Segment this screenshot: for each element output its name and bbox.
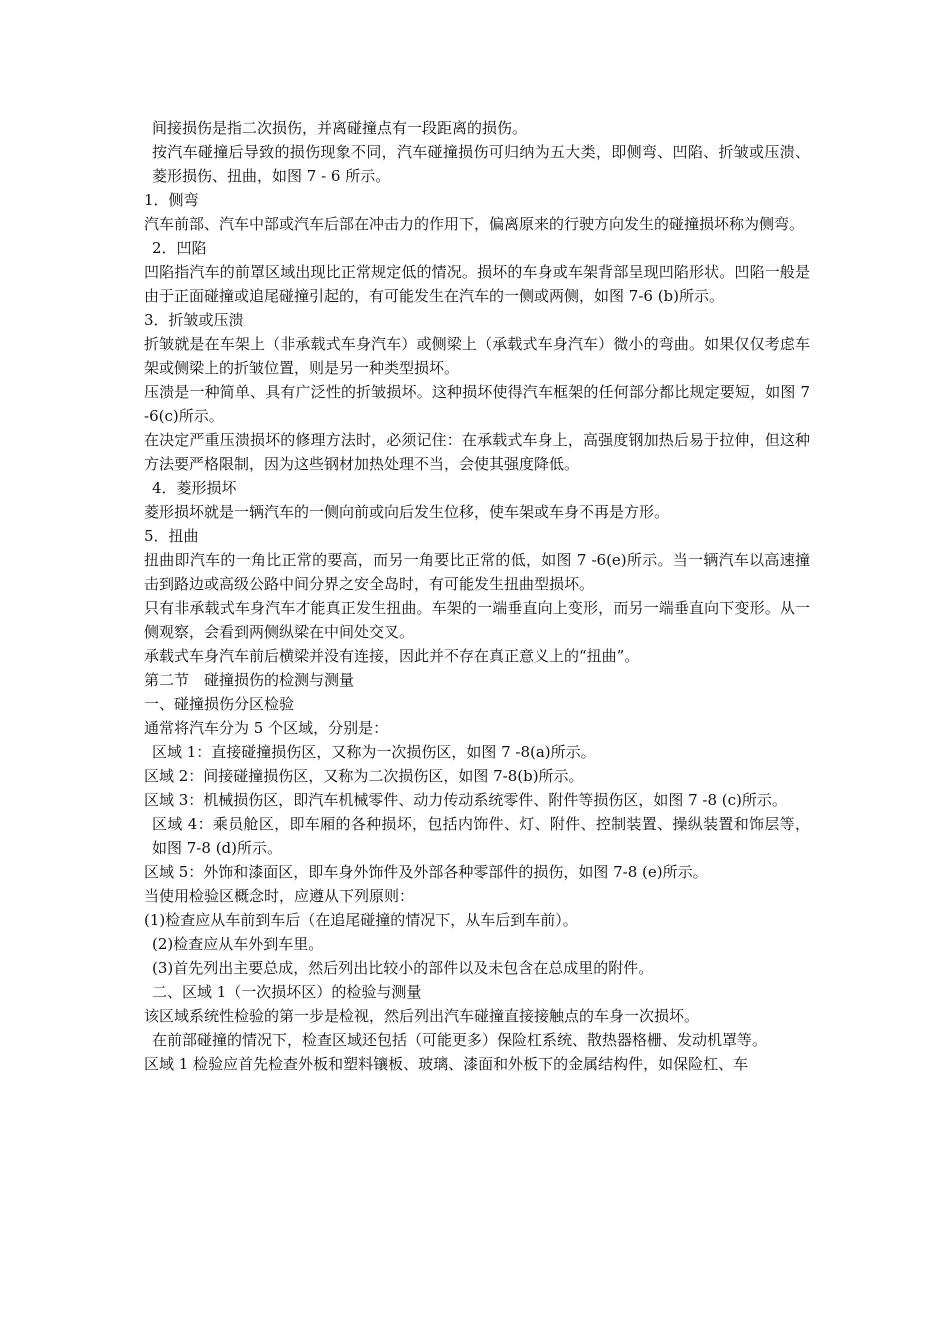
- paragraph: 按汽车碰撞后导致的损伤现象不同，汽车碰撞损伤可归纳为五大类，即侧弯、凹陷、折皱或压溃、菱形损伤、扭曲，如图 7 - 6 所示。: [152, 143, 810, 185]
- paragraph: 汽车前部、汽车中部或汽车后部在冲击力的作用下，偏离原来的行驶方向发生的碰撞损坏称为侧弯。: [144, 215, 805, 233]
- paragraph: 压溃是一种简单、具有广泛性的折皱损坏。这种损坏使得汽车框架的任何部分都比规定要短，如图 7 -6(c)所示。: [144, 383, 810, 425]
- list-item: 区域 5：外饰和漆面区，即车身外饰件及外部各种零部件的损伤，如图 7-8 (e)所示。: [144, 863, 708, 881]
- paragraph: 折皱就是在车架上（非承载式车身汽车）或侧梁上（承载式车身汽车）微小的弯曲。如果仅仅考虑车架或侧梁上的折皱位置，则是另一种类型损坏。: [144, 335, 810, 377]
- list-item: (3)首先列出主要总成，然后列出比较小的部件以及未包含在总成里的附件。: [152, 959, 654, 977]
- section-heading: 1．侧弯: [144, 191, 199, 209]
- paragraph: 区域 1 检验应首先检查外板和塑料镶板、玻璃、漆面和外板下的金属结构件，如保险杠、车: [144, 1055, 749, 1073]
- paragraph: 只有非承载式车身汽车才能真正发生扭曲。车架的一端垂直向上变形，而另一端垂直向下变形。从一侧观察，会看到两侧纵梁在中间处交叉。: [144, 599, 810, 641]
- list-item: (2)检查应从车外到车里。: [152, 935, 324, 953]
- chapter-section-title: 第二节 碰撞损伤的检测与测量: [144, 671, 355, 689]
- paragraph: 菱形损坏就是一辆汽车的一侧向前或向后发生位移，使车架或车身不再是方形。: [144, 503, 670, 521]
- paragraph: 当使用检验区概念时，应遵从下列原则：: [144, 887, 415, 905]
- paragraph: 该区域系统性检验的第一步是检视，然后列出汽车碰撞直接接触点的车身一次损坏。: [144, 1007, 700, 1025]
- subsection-title: 一、碰撞损伤分区检验: [144, 695, 295, 713]
- paragraph: 在决定严重压溃损坏的修理方法时，必须记住：在承载式车身上，高强度钢加热后易于拉伸，但这种方法要严格限制，因为这些钢材加热处理不当，会使其强度降低。: [144, 431, 810, 473]
- list-item: 区域 1：直接碰撞损伤区，又称为一次损伤区，如图 7 -8(a)所示。: [152, 743, 596, 761]
- paragraph: 通常将汽车分为 5 个区域，分别是：: [144, 719, 389, 737]
- list-item: 区域 2：间接碰撞损伤区，又称为二次损伤区，如图 7-8(b)所示。: [144, 767, 584, 785]
- section-heading: 3．折皱或压溃: [144, 311, 244, 329]
- paragraph: 间接损伤是指二次损伤，并离碰撞点有一段距离的损伤。: [152, 119, 528, 137]
- paragraph: 在前部碰撞的情况下，检查区域还包括（可能更多）保险杠系统、散热器格栅、发动机罩等。: [152, 1031, 768, 1049]
- section-heading: 2．凹陷: [152, 239, 207, 257]
- section-heading: 4．菱形损坏: [152, 479, 237, 497]
- list-item: 区域 3：机械损伤区，即汽车机械零件、动力传动系统零件、附件等损伤区，如图 7 -8 (c)所示。: [144, 791, 787, 809]
- list-item: (1)检查应从车前到车后（在追尾碰撞的情况下，从车后到车前）。: [144, 911, 578, 929]
- list-item: 区域 4：乘员舱区，即车厢的各种损坏，包括内饰件、灯、附件、控制装置、操纵装置和饰层等，如图 7-8 (d)所示。: [152, 815, 810, 857]
- paragraph: 承载式车身汽车前后横梁并没有连接，因此并不存在真正意义上的“扭曲”。: [144, 647, 640, 665]
- subsection-title: 二、区域 1（一次损坏区）的检验与测量: [152, 983, 422, 1001]
- document-body: [144, 116, 810, 1076]
- section-heading: 5．扭曲: [144, 527, 199, 545]
- paragraph: 凹陷指汽车的前罩区域出现比正常规定低的情况。损坏的车身或车架背部呈现凹陷形状。凹陷一般是由于正面碰撞或追尾碰撞引起的，有可能发生在汽车的一侧或两侧，如图 7-6 (b)所示。: [144, 263, 810, 305]
- paragraph: 扭曲即汽车的一角比正常的要高，而另一角要比正常的低，如图 7 -6(e)所示。当一辆汽车以高速撞击到路边或高级公路中间分界之安全岛时，有可能发生扭曲型损坏。: [144, 551, 810, 593]
